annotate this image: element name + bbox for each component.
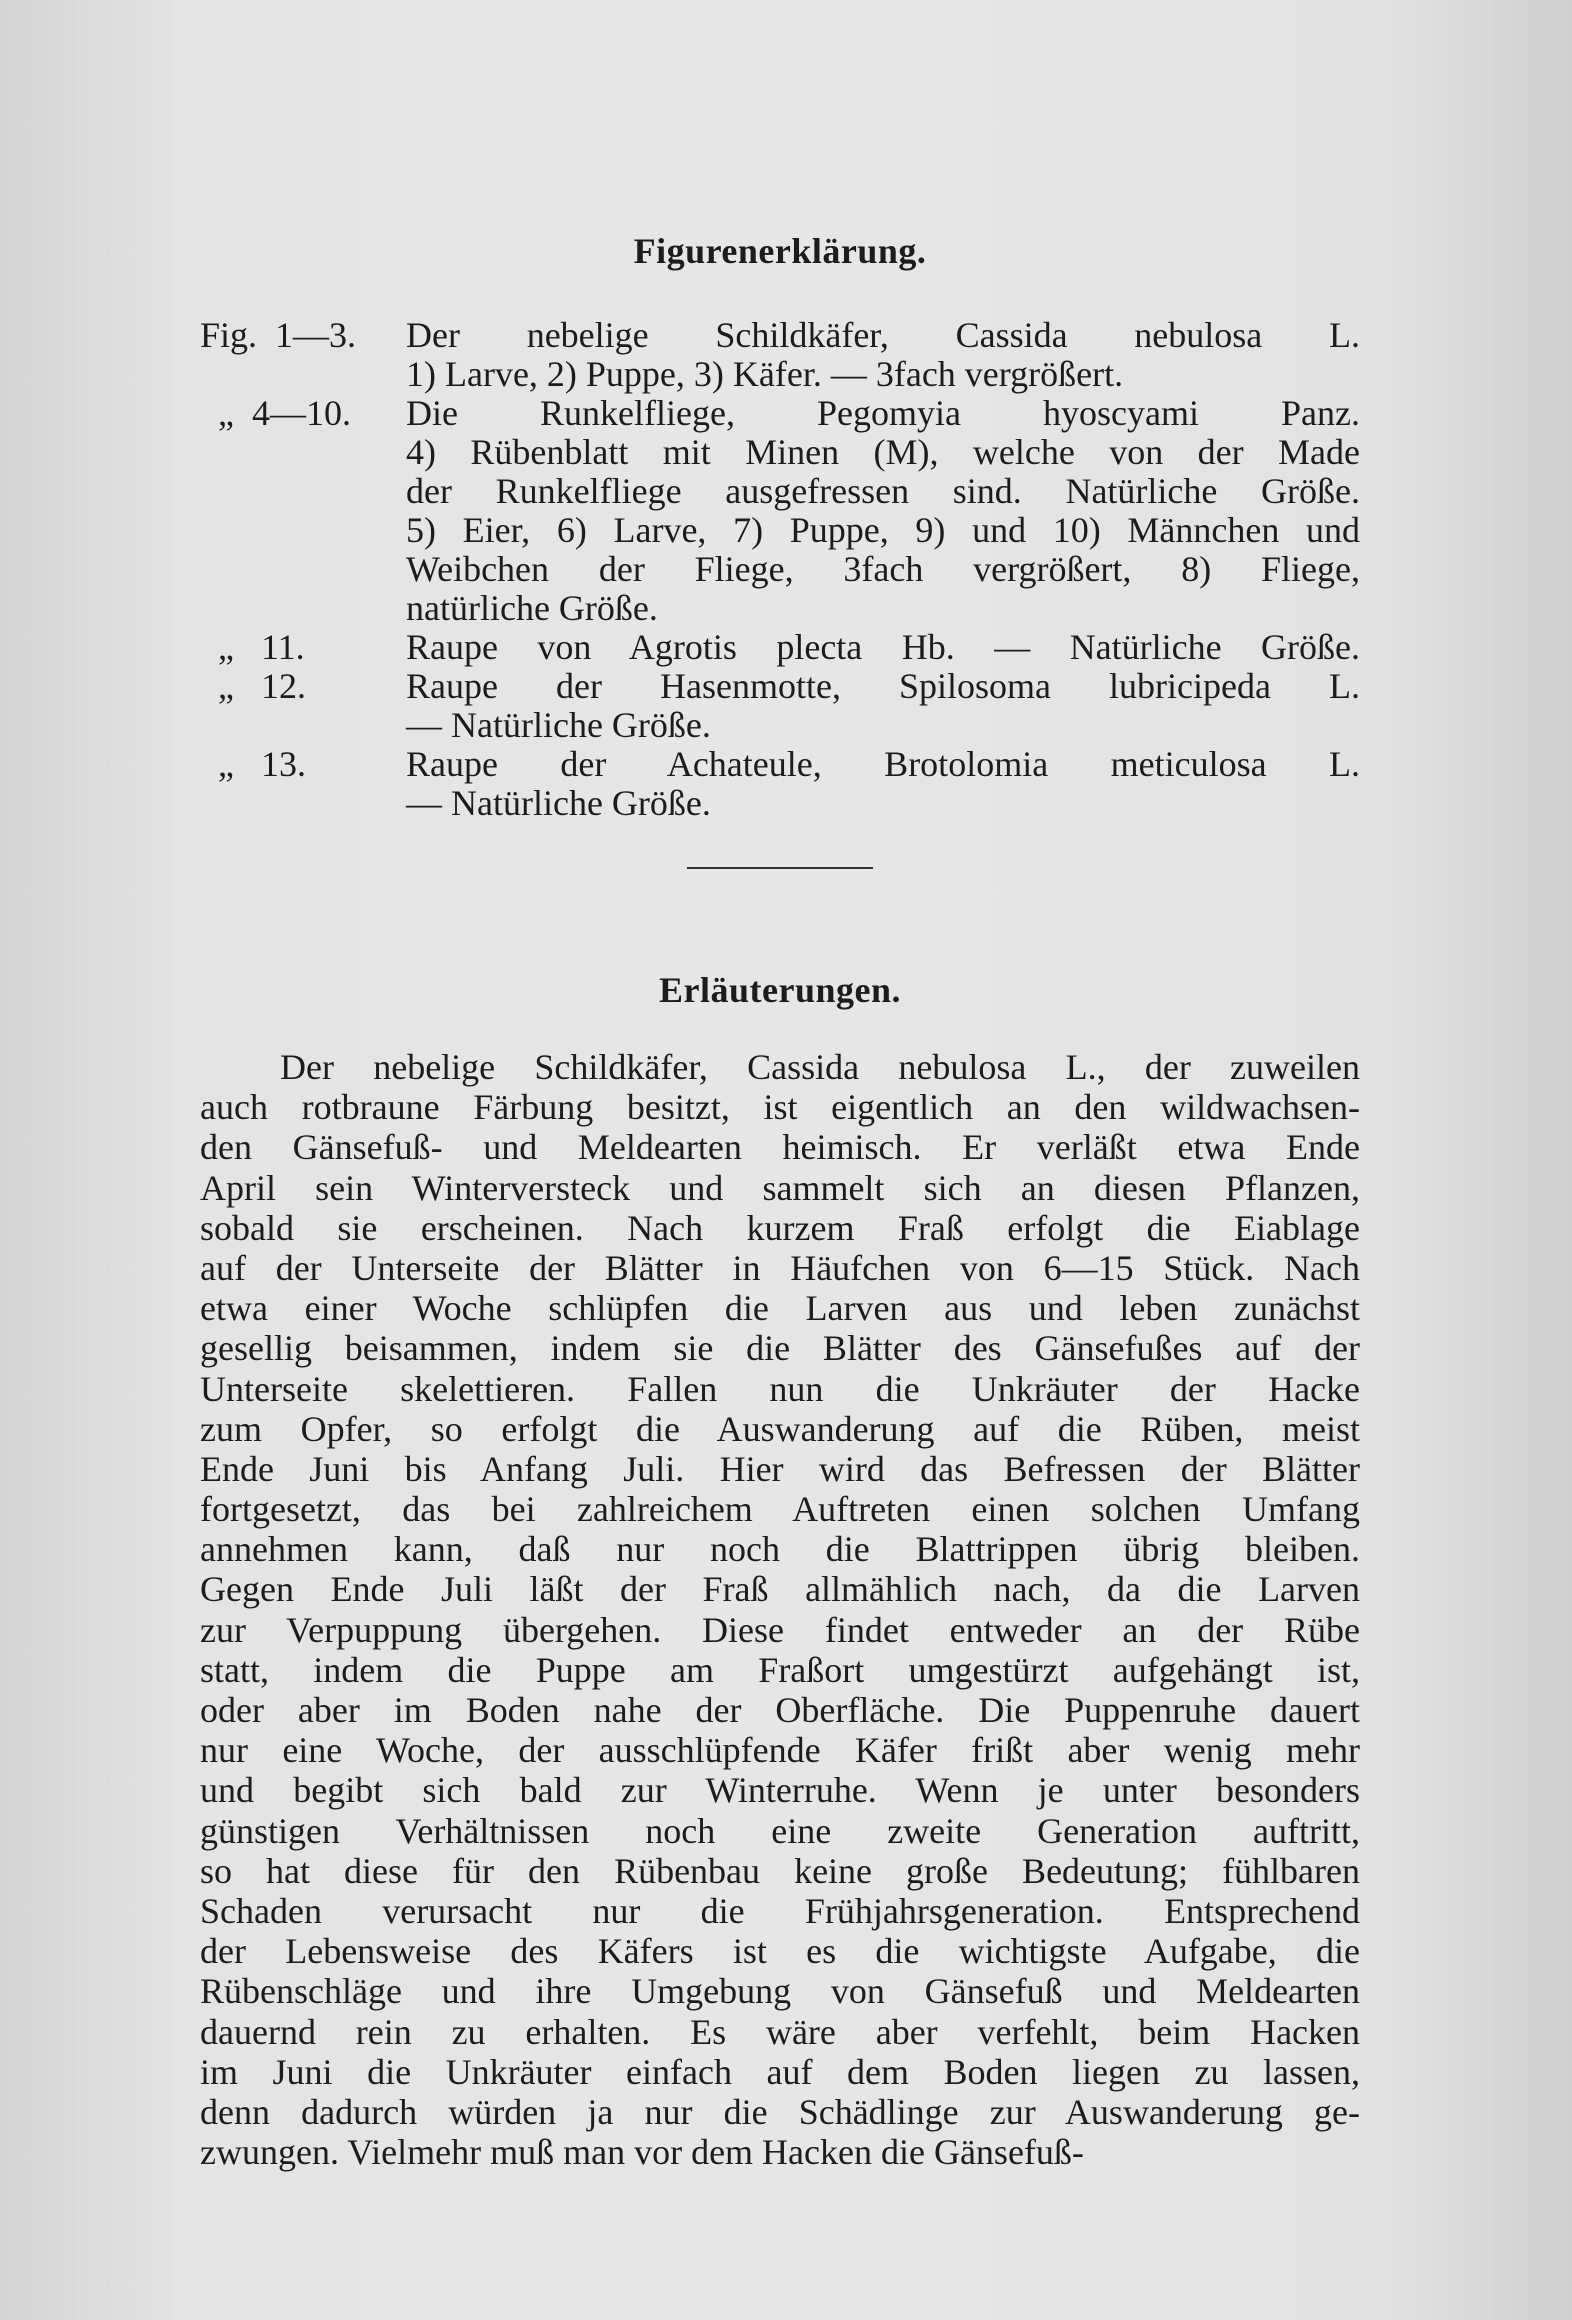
figure-line: Raupe der Hasenmotte, Spilosoma lubricipeda L. xyxy=(406,666,1360,706)
figure-entry xyxy=(200,745,1360,823)
body-line: Der nebelige Schildkäfer, Cassida nebulosa L., der zuweilen xyxy=(280,1047,1360,1087)
body-line: fortgesetzt, das bei zahlreichem Auftreten einen solchen Umfang xyxy=(200,1489,1360,1530)
explanations-body xyxy=(200,1047,1360,2172)
body-line: Ende Juni bis Anfang Juli. Hier wird das Befressen der Blätter xyxy=(200,1448,1360,1489)
body-line: denn dadurch würden ja nur die Schädlinge zur Auswanderung ge- xyxy=(200,2091,1360,2132)
figure-line: natürliche Größe. xyxy=(406,588,658,628)
figure-entry xyxy=(200,316,1360,394)
figure-line: — Natürliche Größe. xyxy=(406,783,711,823)
figure-entry xyxy=(200,628,1360,667)
body-line: Gegen Ende Juli läßt der Fraß allmählich nach, da die Larven xyxy=(200,1569,1360,1610)
explanations-heading: Erläuterungen. xyxy=(658,970,901,1010)
body-line: auf der Unterseite der Blätter in Häufchen von 6—15 Stück. Nach xyxy=(200,1247,1360,1288)
figure-line: 1) Larve, 2) Puppe, 3) Käfer. — 3fach vergrößert. xyxy=(406,354,1124,394)
body-line: sobald sie erscheinen. Nach kurzem Fraß erfolgt die Eiablage xyxy=(200,1207,1360,1248)
figure-line: — Natürliche Größe. xyxy=(406,705,711,745)
body-line: nur eine Woche, der ausschlüpfende Käfer frißt aber wenig mehr xyxy=(200,1730,1360,1771)
figure-line: Raupe der Achateule, Brotolomia meticulosa L. xyxy=(406,744,1360,784)
figure-line: 4) Rübenblatt mit Minen (M), welche von der Made xyxy=(406,432,1360,472)
figure-line: Weibchen der Fliege, 3fach vergrößert, 8) Fliege, xyxy=(406,549,1360,589)
body-line: zwungen. Vielmehr muß man vor dem Hacken die Gänsefuß- xyxy=(200,2132,1084,2173)
body-line: so hat diese für den Rübenbau keine große Bedeutung; fühlbaren xyxy=(200,1850,1360,1891)
body-line: April sein Winterversteck und sammelt sich an diesen Pflanzen, xyxy=(200,1167,1360,1208)
figure-label: „ 12. xyxy=(200,666,306,706)
figure-line: Die Runkelfliege, Pegomyia hyoscyami Panz. xyxy=(406,393,1360,433)
body-line: gesellig beisammen, indem sie die Blätter des Gänsefußes auf der xyxy=(200,1328,1360,1369)
body-line: den Gänsefuß- und Meldearten heimisch. Er verläßt etwa Ende xyxy=(200,1127,1360,1168)
figure-label: „ 11. xyxy=(200,627,305,667)
body-line: der Lebensweise des Käfers ist es die wichtigste Aufgabe, die xyxy=(200,1931,1360,1972)
figure-entry xyxy=(200,394,1360,628)
figure-legend-list xyxy=(200,316,1360,823)
body-line: zum Opfer, so erfolgt die Auswanderung auf die Rüben, meist xyxy=(200,1408,1360,1449)
body-line: etwa einer Woche schlüpfen die Larven aus und leben zunächst xyxy=(200,1288,1360,1329)
body-line: günstigen Verhältnissen noch eine zweite Generation auftritt, xyxy=(200,1810,1360,1851)
body-line: annehmen kann, daß nur noch die Blattrippen übrig bleiben. xyxy=(200,1529,1360,1570)
figure-line: der Runkelfliege ausgefressen sind. Natürliche Größe. xyxy=(406,471,1360,511)
body-line: auch rotbraune Färbung besitzt, ist eigentlich an den wildwachsen- xyxy=(200,1087,1360,1128)
body-line: im Juni die Unkräuter einfach auf dem Boden liegen zu lassen, xyxy=(200,2051,1360,2092)
figure-label: „ 4—10. xyxy=(200,393,351,433)
figure-label: Fig. 1—3. xyxy=(200,315,357,355)
page-content xyxy=(200,230,1360,2172)
body-line: Rübenschläge und ihre Umgebung von Gänsefuß und Meldearten xyxy=(200,1971,1360,2012)
body-line: Schaden verursacht nur die Frühjahrsgeneration. Entsprechend xyxy=(200,1890,1360,1931)
figure-entry xyxy=(200,667,1360,745)
figure-line: 5) Eier, 6) Larve, 7) Puppe, 9) und 10) Männchen und xyxy=(406,510,1360,550)
section-divider xyxy=(687,867,873,869)
figure-line: Raupe von Agrotis plecta Hb. — Natürliche Größe. xyxy=(406,627,1360,667)
figures-heading: Figurenerklärung. xyxy=(633,231,927,271)
body-line: statt, indem die Puppe am Fraßort umgestürzt aufgehängt ist, xyxy=(200,1649,1360,1690)
body-line: oder aber im Boden nahe der Oberfläche. Die Puppenruhe dauert xyxy=(200,1690,1360,1730)
body-line: Unterseite skelettieren. Fallen nun die Unkräuter der Hacke xyxy=(200,1368,1360,1409)
figure-line: Der nebelige Schildkäfer, Cassida nebulosa L. xyxy=(406,315,1360,355)
body-line: zur Verpuppung übergehen. Diese findet entweder an der Rübe xyxy=(200,1609,1360,1650)
figure-label: „ 13. xyxy=(200,744,306,784)
body-line: dauernd rein zu erhalten. Es wäre aber verfehlt, beim Hacken xyxy=(200,2011,1360,2052)
body-line: und begibt sich bald zur Winterruhe. Wenn je unter besonders xyxy=(200,1770,1360,1811)
